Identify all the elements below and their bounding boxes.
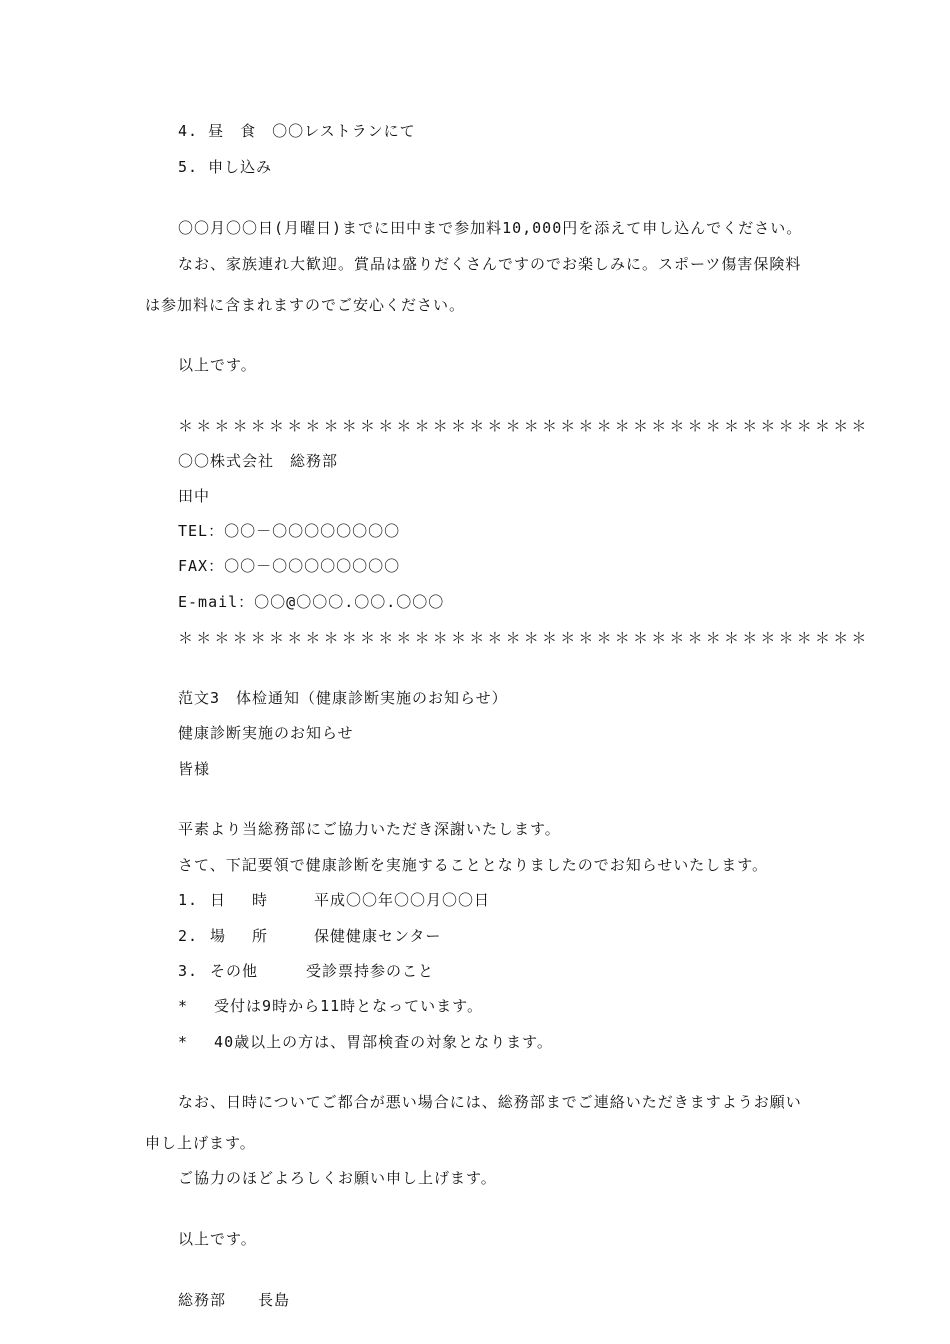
notice-closing: 以上です。 [178, 1230, 257, 1248]
notice-sender: 総務部 長島 [178, 1291, 291, 1309]
item-number: 1. [178, 891, 199, 909]
notice-title: 健康診断実施のお知らせ [178, 724, 354, 742]
item-label: 日 時 [210, 891, 269, 909]
item-label: 場 所 [210, 927, 269, 945]
note-paragraph-line2: は参加料に含まれますのでご安心ください。 [145, 296, 466, 314]
item-number: 3. [178, 962, 199, 980]
signature-fax: FAX：〇〇－〇〇〇〇〇〇〇〇 [178, 557, 401, 575]
notice-request: ご協力のほどよろしくお願い申し上げます。 [178, 1169, 497, 1187]
notice-paragraph-line2: 申し上げます。 [145, 1134, 256, 1152]
notice-addressee: 皆様 [178, 760, 211, 778]
notice-greeting: 平素より当総務部にご協力いただき深謝いたします。 [178, 820, 561, 838]
notice-item-place [178, 926, 441, 946]
signature-divider-bottom: ＊＊＊＊＊＊＊＊＊＊＊＊＊＊＊＊＊＊＊＊＊＊＊＊＊＊＊＊＊＊＊＊＊＊＊＊＊＊ [178, 629, 870, 647]
notice-note-age: * 40歳以上の方は、胃部検査の対象となります。 [178, 1033, 553, 1051]
item-value: 保健健康センター [314, 927, 442, 945]
event-closing: 以上です。 [178, 356, 257, 374]
note-paragraph-line1: なお、家族連れ大歓迎。賞品は盛りだくさんですのでお楽しみに。スポーツ傷害保険料 [178, 255, 802, 273]
event-item-application: 5. 申し込み [178, 158, 273, 176]
item-number: 2. [178, 927, 199, 945]
signature-email: E-mail：〇〇@〇〇〇.〇〇.〇〇〇 [178, 593, 445, 611]
notice-note-reception: * 受付は9時から11時となっています。 [178, 997, 483, 1015]
notice-heading: 范文3 体检通知（健康診断実施のお知らせ） [178, 689, 508, 707]
notice-item-other [178, 961, 434, 981]
signature-tel: TEL：〇〇－〇〇〇〇〇〇〇〇 [178, 522, 401, 540]
notice-item-date [178, 890, 490, 910]
item-value: 受診票持参のこと [306, 962, 435, 980]
notice-intro: さて、下記要領で健康診断を実施することとなりましたのでお知らせいたします。 [178, 856, 769, 874]
item-value: 平成〇〇年〇〇月〇〇日 [314, 891, 491, 909]
signature-company: 〇〇株式会社 総務部 [178, 452, 339, 470]
event-item-lunch: 4. 昼 食 〇〇レストランにて [178, 122, 416, 140]
signature-divider-top: ＊＊＊＊＊＊＊＊＊＊＊＊＊＊＊＊＊＊＊＊＊＊＊＊＊＊＊＊＊＊＊＊＊＊＊＊＊＊ [178, 417, 870, 435]
item-label: その他 [210, 962, 259, 980]
notice-paragraph-line1: なお、日時についてご都合が悪い場合には、総務部までご連絡いただきますようお願い [178, 1093, 802, 1111]
application-paragraph: 〇〇月〇〇日(月曜日)までに田中まで参加料10,000円を添えて申し込んでください。 [178, 219, 803, 237]
signature-name: 田中 [178, 487, 211, 505]
